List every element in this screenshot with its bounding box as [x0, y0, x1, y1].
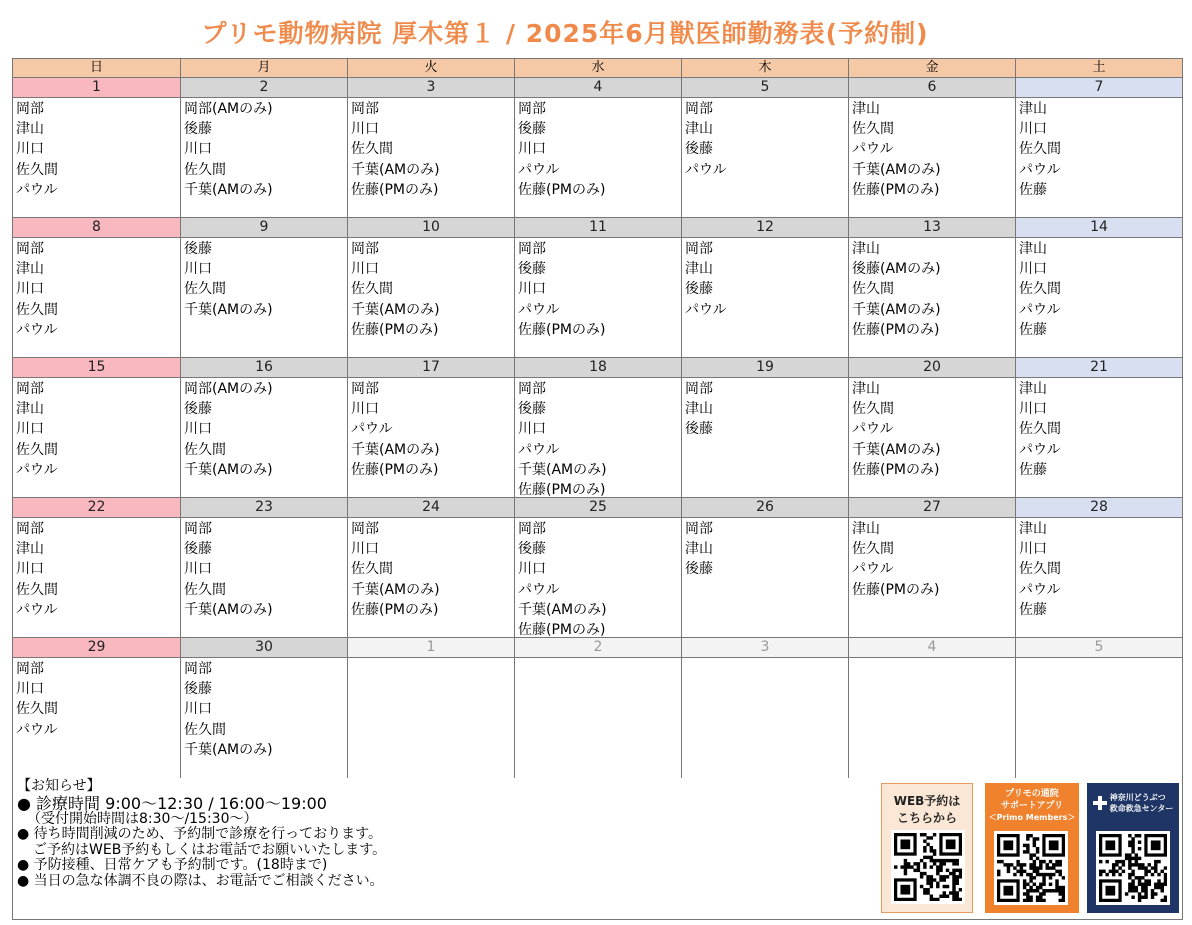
doctor-name: 佐藤(PMのみ) [518, 181, 606, 198]
day-number: 19 [682, 358, 849, 378]
day-schedule [1016, 378, 1183, 498]
doctor-name: パウル [16, 461, 58, 478]
doctor-name: 岡部 [16, 521, 44, 537]
doctor-name: 佐藤(PMのみ) [351, 461, 439, 478]
day-schedule [13, 658, 181, 778]
doctor-name: 佐久間 [852, 121, 894, 138]
doctor-name: 岡部 [518, 521, 546, 537]
doctor-name: 後藤 [685, 561, 713, 578]
doctor-name: 佐藤(PMのみ) [518, 621, 606, 638]
qr-code-icon[interactable] [994, 831, 1068, 905]
day-schedule [682, 518, 849, 638]
day-number: 12 [682, 218, 849, 238]
doctor-name: パウル [1019, 161, 1061, 178]
day-number: 28 [1016, 498, 1183, 518]
doctor-name: 後藤 [184, 541, 212, 558]
day-schedule [348, 238, 515, 358]
day-number: 15 [13, 358, 181, 378]
doctor-name: 津山 [1019, 241, 1047, 257]
doctor-name: 佐久間 [16, 701, 58, 718]
doctor-name: 後藤 [184, 681, 212, 698]
weekday-header: 火 [348, 59, 515, 78]
doctor-name: 千葉(AMのみ) [852, 301, 941, 318]
day-schedule [515, 518, 682, 638]
doctor-name: 佐久間 [16, 301, 58, 318]
notice-urgent: ● 当日の急な体調不良の際は、お電話でご相談ください。 [17, 872, 384, 889]
doctor-name: 岡部 [685, 241, 713, 257]
day-schedule [849, 238, 1016, 358]
doctor-name: 岡部 [351, 101, 379, 117]
weekday-header: 水 [515, 59, 682, 78]
doctor-name: 後藤 [184, 401, 212, 418]
day-schedule [348, 658, 515, 778]
doctor-name: 千葉(AMのみ) [184, 601, 273, 618]
day-number: 20 [849, 358, 1016, 378]
day-schedule [348, 518, 515, 638]
day-schedule [849, 518, 1016, 638]
day-schedule [515, 658, 682, 778]
doctor-name: 津山 [685, 261, 713, 278]
day-number: 3 [348, 78, 515, 98]
doctor-name: 津山 [1019, 521, 1047, 537]
doctor-name: 佐久間 [351, 281, 393, 298]
day-schedule [13, 98, 181, 218]
day-number: 4 [849, 638, 1016, 658]
day-schedule [515, 238, 682, 358]
doctor-name: パウル [16, 321, 58, 338]
doctor-name: 後藤 [685, 421, 713, 438]
page-title: プリモ動物病院 厚木第１ / 2025年6月獣医師勤務表(予約制) [201, 19, 929, 48]
app-badge-line1: プリモの通院 [1005, 789, 1059, 799]
doctor-name: 後藤 [518, 541, 546, 558]
day-number: 2 [181, 78, 348, 98]
doctor-name: 千葉(AMのみ) [852, 441, 941, 458]
weekday-header: 金 [849, 59, 1016, 78]
doctor-name: 川口 [184, 561, 212, 578]
doctor-name: パウル [1019, 301, 1061, 318]
doctor-name: パウル [1019, 581, 1061, 598]
doctor-name: 千葉(AMのみ) [351, 301, 440, 318]
doctor-name: パウル [852, 421, 894, 438]
doctor-name: 岡部 [518, 101, 546, 117]
doctor-name: 佐藤(PMのみ) [518, 481, 606, 498]
day-number: 9 [181, 218, 348, 238]
doctor-name: 津山 [685, 401, 713, 418]
doctor-name: パウル [685, 301, 727, 318]
web-badge-line2: こちらから [896, 811, 957, 825]
doctor-name: 佐久間 [16, 441, 58, 458]
day-number: 17 [348, 358, 515, 378]
day-number: 5 [1016, 638, 1183, 658]
day-schedule [13, 378, 181, 498]
doctor-name: パウル [16, 601, 58, 618]
day-number: 7 [1016, 78, 1183, 98]
doctor-name: 佐久間 [184, 581, 226, 598]
doctor-name: 佐久間 [1019, 141, 1061, 158]
doctor-name: 岡部 [351, 381, 379, 397]
day-number: 8 [13, 218, 181, 238]
day-number: 29 [13, 638, 181, 658]
doctor-name: 後藤 [518, 121, 546, 138]
doctor-name: 佐久間 [184, 281, 226, 298]
day-schedule [13, 518, 181, 638]
notice-heading: 【お知らせ】 [17, 778, 101, 794]
doctor-name: 佐久間 [1019, 281, 1061, 298]
doctor-name: 川口 [351, 261, 379, 278]
day-schedule [348, 378, 515, 498]
day-schedule [1016, 238, 1183, 358]
doctor-name: 千葉(AMのみ) [351, 161, 440, 178]
doctor-name: 川口 [1019, 121, 1047, 138]
doctor-name: 津山 [16, 261, 44, 278]
doctor-name: 津山 [852, 381, 880, 397]
day-schedule [682, 658, 849, 778]
day-number: 3 [682, 638, 849, 658]
day-schedule [181, 518, 348, 638]
doctor-name: 佐藤(PMのみ) [852, 581, 940, 598]
doctor-name: 津山 [852, 241, 880, 257]
doctor-name: 岡部 [518, 241, 546, 257]
notice-hours: ● 診療時間 9:00～12:30 / 16:00～19:00 [17, 793, 327, 813]
doctor-name: パウル [518, 441, 560, 458]
weekday-header: 月 [181, 59, 348, 78]
day-number: 11 [515, 218, 682, 238]
day-number: 4 [515, 78, 682, 98]
day-schedule [181, 238, 348, 358]
doctor-name: 佐藤(PMのみ) [852, 461, 940, 478]
doctor-name: パウル [16, 721, 58, 738]
doctor-name: パウル [1019, 441, 1061, 458]
weekday-header: 木 [682, 59, 849, 78]
doctor-name: 川口 [16, 421, 44, 438]
emergency-center-badge[interactable] [1087, 783, 1179, 913]
doctor-name: 千葉(AMのみ) [184, 741, 273, 758]
doctor-name: 佐久間 [852, 401, 894, 418]
day-number: 24 [348, 498, 515, 518]
doctor-name: 千葉(AMのみ) [852, 161, 941, 178]
doctor-name: 津山 [852, 101, 880, 117]
doctor-name: パウル [518, 301, 560, 318]
day-number: 18 [515, 358, 682, 378]
doctor-name: 津山 [16, 541, 44, 558]
day-schedule [682, 238, 849, 358]
doctor-name: パウル [852, 141, 894, 158]
day-number: 1 [348, 638, 515, 658]
doctor-name: 後藤 [184, 241, 212, 257]
notice-reservation-method: ご予約はWEB予約もしくはお電話でお願いいたします。 [33, 841, 387, 858]
doctor-name: 津山 [852, 521, 880, 537]
day-schedule [1016, 98, 1183, 218]
day-schedule [1016, 518, 1183, 638]
doctor-name: 千葉(AMのみ) [184, 461, 273, 478]
day-number: 30 [181, 638, 348, 658]
day-number: 2 [515, 638, 682, 658]
day-schedule [13, 238, 181, 358]
doctor-name: 佐藤 [1019, 461, 1047, 478]
doctor-name: 千葉(AMのみ) [351, 581, 440, 598]
day-schedule [181, 658, 348, 778]
doctor-name: 後藤 [685, 141, 713, 158]
doctor-name: 後藤 [518, 401, 546, 418]
day-number: 23 [181, 498, 348, 518]
doctor-name: 津山 [685, 541, 713, 558]
day-schedule [515, 378, 682, 498]
day-number: 26 [682, 498, 849, 518]
app-badge-line2: サポートアプリ [1000, 801, 1064, 811]
doctor-name: 川口 [16, 281, 44, 298]
doctor-name: 津山 [685, 121, 713, 138]
doctor-name: 佐藤(PMのみ) [518, 321, 606, 338]
doctor-name: 佐久間 [351, 561, 393, 578]
day-number: 6 [849, 78, 1016, 98]
weekday-header: 日 [13, 59, 181, 78]
doctor-name: 川口 [184, 141, 212, 158]
doctor-name: 岡部 [685, 101, 713, 117]
qr-code-icon[interactable] [1096, 831, 1170, 905]
day-schedule [181, 98, 348, 218]
doctor-name: 津山 [1019, 101, 1047, 117]
doctor-name: 佐藤(PMのみ) [852, 321, 940, 338]
doctor-name: 岡部 [518, 381, 546, 397]
day-schedule [181, 378, 348, 498]
day-number: 22 [13, 498, 181, 518]
doctor-name: 岡部 [685, 521, 713, 537]
doctor-name: 佐藤(PMのみ) [351, 321, 439, 338]
doctor-name: 津山 [1019, 381, 1047, 397]
doctor-name: 川口 [1019, 401, 1047, 418]
web-reservation-badge[interactable] [881, 783, 973, 913]
day-schedule [682, 378, 849, 498]
doctor-name: 佐藤(PMのみ) [351, 181, 439, 198]
emergency-badge-line1: 神奈川どうぶつ [1109, 793, 1166, 802]
day-schedule [849, 98, 1016, 218]
doctor-name: 岡部 [16, 241, 44, 257]
doctor-name: 佐藤 [1019, 601, 1047, 618]
doctor-name: 後藤 [184, 121, 212, 138]
doctor-name: 川口 [184, 421, 212, 438]
day-number: 14 [1016, 218, 1183, 238]
doctor-name: 岡部 [184, 521, 212, 537]
day-number: 1 [13, 78, 181, 98]
doctor-name: 佐久間 [1019, 561, 1061, 578]
doctor-name: 岡部 [351, 241, 379, 257]
qr-code-icon[interactable] [891, 830, 965, 904]
doctor-name: 岡部 [351, 521, 379, 537]
doctor-name: 岡部 [16, 381, 44, 397]
support-app-badge[interactable] [985, 783, 1079, 913]
doctor-name: 川口 [518, 281, 546, 298]
doctor-name: 岡部 [16, 101, 44, 117]
doctor-name: 千葉(AMのみ) [184, 181, 273, 198]
doctor-name: 川口 [518, 421, 546, 438]
doctor-name: 岡部(AMのみ) [184, 381, 273, 397]
notice-box [12, 778, 1183, 920]
doctor-name: 佐久間 [184, 161, 226, 178]
day-schedule [348, 98, 515, 218]
doctor-name: 佐藤(PMのみ) [852, 181, 940, 198]
doctor-name: 後藤 [518, 261, 546, 278]
notice-text [17, 779, 386, 890]
doctor-name: 津山 [16, 401, 44, 418]
doctor-name: 佐久間 [351, 141, 393, 158]
day-number: 25 [515, 498, 682, 518]
day-schedule [515, 98, 682, 218]
day-number: 27 [849, 498, 1016, 518]
medical-cross-icon [1093, 796, 1107, 810]
doctor-name: 千葉(AMのみ) [518, 461, 607, 478]
doctor-name: 佐久間 [16, 581, 58, 598]
doctor-name: パウル [518, 161, 560, 178]
doctor-name: 岡部(AMのみ) [184, 101, 273, 117]
doctor-name: パウル [852, 561, 894, 578]
doctor-name: 川口 [351, 541, 379, 558]
day-number: 10 [348, 218, 515, 238]
day-number: 13 [849, 218, 1016, 238]
doctor-name: 川口 [184, 701, 212, 718]
doctor-name: 佐久間 [852, 541, 894, 558]
day-number: 16 [181, 358, 348, 378]
doctor-name: 岡部 [16, 661, 44, 677]
doctor-name: 後藤 [685, 281, 713, 298]
doctor-name: 千葉(AMのみ) [351, 441, 440, 458]
doctor-name: 佐藤 [1019, 321, 1047, 338]
doctor-name: パウル [518, 581, 560, 598]
doctor-name: 岡部 [184, 661, 212, 677]
doctor-name: 佐藤 [1019, 181, 1047, 198]
day-number: 5 [682, 78, 849, 98]
doctor-name: 佐久間 [16, 161, 58, 178]
doctor-name: 千葉(AMのみ) [184, 301, 273, 318]
doctor-name: 川口 [351, 121, 379, 138]
doctor-name: パウル [685, 161, 727, 178]
doctor-name: 佐久間 [852, 281, 894, 298]
doctor-name: 千葉(AMのみ) [518, 601, 607, 618]
weekday-header: 土 [1016, 59, 1183, 78]
emergency-badge-line2: 救命救急センター [1109, 804, 1174, 813]
doctor-name: 川口 [16, 141, 44, 158]
doctor-name: パウル [351, 421, 393, 438]
doctor-name: 川口 [1019, 541, 1047, 558]
notice-reception: （受付開始時間は8:30～/15:30～） [27, 810, 258, 827]
day-schedule [1016, 658, 1183, 778]
doctor-name: 川口 [16, 561, 44, 578]
doctor-name: 岡部 [685, 381, 713, 397]
notice-vaccine: ● 予防接種、日常ケアも予約制です。(18時まで) [17, 857, 328, 874]
doctor-name: 川口 [1019, 261, 1047, 278]
day-schedule [849, 378, 1016, 498]
doctor-name: パウル [16, 181, 58, 198]
day-schedule [849, 658, 1016, 778]
doctor-name: 川口 [518, 561, 546, 578]
doctor-name: 川口 [351, 401, 379, 418]
notice-reservation: ● 待ち時間削減のため、予約制で診療を行っております。 [17, 826, 382, 843]
doctor-name: 佐久間 [1019, 421, 1061, 438]
doctor-name: 佐藤(PMのみ) [351, 601, 439, 618]
day-number: 21 [1016, 358, 1183, 378]
doctor-name: 川口 [518, 141, 546, 158]
doctor-name: 佐久間 [184, 441, 226, 458]
doctor-name: 川口 [16, 681, 44, 698]
day-schedule [682, 98, 849, 218]
app-badge-line3: ＜Primo Members＞ [988, 813, 1076, 822]
doctor-name: 津山 [16, 121, 44, 138]
doctor-name: 後藤(AMのみ) [852, 261, 941, 278]
doctor-name: 川口 [184, 261, 212, 278]
web-badge-line1: WEB予約は [893, 794, 961, 808]
doctor-name: 佐久間 [184, 721, 226, 738]
